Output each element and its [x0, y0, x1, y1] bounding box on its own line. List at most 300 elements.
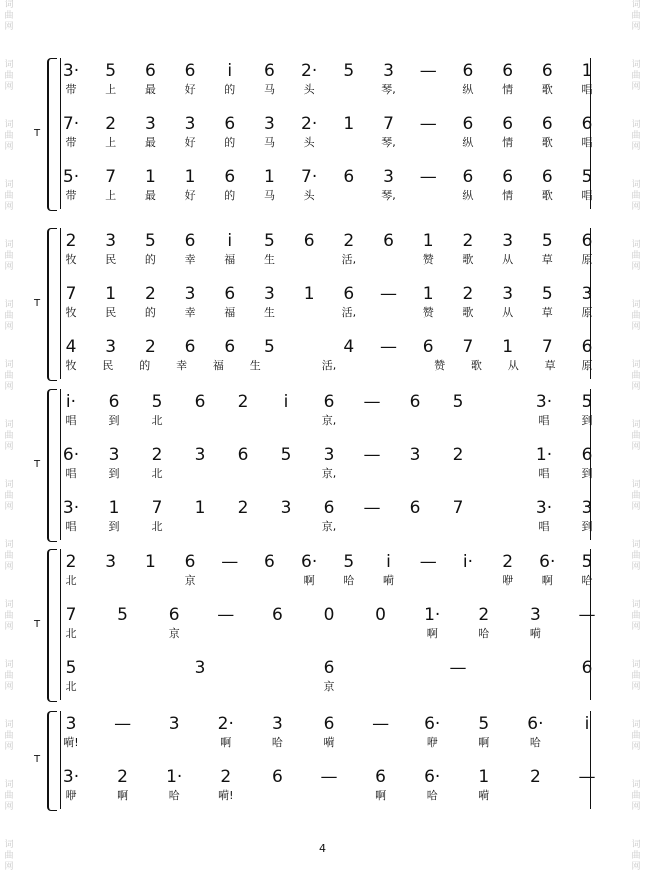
note: 6 [502, 114, 514, 134]
note: 6 [343, 284, 355, 304]
lyric: 到 [108, 467, 120, 480]
watermark-char: 词 [631, 840, 641, 850]
watermark-char: 曲 [631, 71, 641, 81]
lyric: 好 [184, 189, 196, 202]
lyric: 唱 [538, 467, 550, 480]
note: 6 [422, 337, 434, 357]
note: — [380, 284, 398, 304]
note: — [363, 392, 381, 412]
note: 1 [303, 284, 315, 304]
note: 3 [108, 445, 120, 465]
lyric: 北 [151, 414, 163, 427]
lyric: 唱 [581, 189, 593, 202]
note: 6 [224, 284, 236, 304]
lyric: 到 [108, 520, 120, 533]
note: 6 [224, 114, 236, 134]
note: 3· [62, 498, 80, 518]
lyric: 啊 [541, 574, 553, 587]
lyric: 啊 [117, 789, 129, 802]
note: 6 [541, 114, 553, 134]
note: — [372, 714, 390, 734]
lyric: 情 [502, 136, 514, 149]
note: 6 [264, 552, 275, 572]
note: 7 [65, 284, 77, 304]
lyric: 草 [541, 253, 553, 266]
lyric: 唱 [65, 467, 77, 480]
note: 2 [452, 445, 464, 465]
lyric: 北 [65, 680, 77, 693]
lyric: 上 [105, 189, 117, 202]
lyric: 赞 [422, 253, 434, 266]
note: 6· [62, 445, 80, 465]
note: 2 [478, 605, 490, 625]
lyric: 民 [102, 359, 114, 372]
watermark-char: 曲 [631, 251, 641, 261]
lyric: 唱 [538, 520, 550, 533]
note: 1 [343, 114, 355, 134]
note: — [578, 767, 596, 787]
lyric: 带 [65, 189, 77, 202]
note: 3 [264, 284, 275, 304]
lyric: 情 [502, 83, 514, 96]
lyric: 咿 [502, 574, 514, 587]
watermark-char: 曲 [4, 731, 14, 741]
note: 6 [323, 658, 335, 678]
watermark-char: 词 [4, 660, 14, 670]
note: 1 [108, 498, 120, 518]
watermark-char: 词 [631, 180, 641, 190]
note: 7 [151, 498, 163, 518]
system-line [60, 711, 61, 809]
lyric: 哈 [168, 789, 180, 802]
page-number: 4 [319, 842, 326, 855]
lyric: 哈 [343, 574, 355, 587]
note: 6 [375, 767, 386, 787]
lyric: 民 [105, 253, 117, 266]
note: 6 [184, 337, 196, 357]
note: 6 [323, 498, 335, 518]
system-line [60, 228, 61, 379]
note: 6· [424, 714, 441, 734]
note: 3 [581, 284, 593, 304]
lyric: 的 [224, 136, 236, 149]
note: 4 [65, 337, 77, 357]
watermark-char: 曲 [631, 731, 641, 741]
lyric: 原 [581, 306, 593, 319]
lyric: 嗬! [218, 789, 234, 802]
note: 6 [323, 714, 335, 734]
watermark-char: 词 [4, 360, 14, 370]
watermark-char: 网 [4, 22, 14, 32]
note: 5 [264, 231, 275, 251]
note: 6· [527, 714, 544, 734]
note: 1 [478, 767, 490, 787]
note: 7 [105, 167, 117, 187]
lyric: 活, [341, 306, 357, 319]
watermark-right [629, 0, 643, 891]
note: 3 [323, 445, 335, 465]
watermark-char: 网 [631, 382, 641, 392]
watermark-char: 曲 [4, 851, 14, 861]
lyric: 到 [581, 414, 593, 427]
lyric: 咿 [65, 789, 77, 802]
watermark-char: 网 [631, 442, 641, 452]
watermark-char: 曲 [631, 851, 641, 861]
note: 3 [184, 284, 196, 304]
lyric: 北 [65, 574, 77, 587]
note: 1· [166, 767, 183, 787]
note: — [578, 605, 596, 625]
watermark-char: 曲 [4, 311, 14, 321]
note: 3 [105, 552, 117, 572]
lyric: 的 [144, 306, 156, 319]
lyric: 原 [581, 359, 593, 372]
watermark-char: 词 [4, 0, 14, 10]
note: 1 [422, 231, 434, 251]
note: 6 [168, 605, 180, 625]
watermark-char: 曲 [631, 131, 641, 141]
note: 6 [271, 767, 283, 787]
watermark-char: 网 [4, 82, 14, 92]
watermark-char: 词 [4, 780, 14, 790]
lyric: 好 [184, 136, 196, 149]
watermark-char: 曲 [4, 671, 14, 681]
watermark-char: 曲 [631, 791, 641, 801]
lyric: 歌 [462, 306, 474, 319]
lyric: 草 [541, 306, 553, 319]
watermark-char: 词 [4, 840, 14, 850]
lyric: 唱 [581, 136, 593, 149]
lyric: 从 [507, 359, 519, 372]
note: 6 [271, 605, 283, 625]
lyric: 嗬! [63, 736, 79, 749]
note: 2 [105, 114, 117, 134]
note: 0 [323, 605, 335, 625]
watermark-char: 曲 [4, 71, 14, 81]
watermark-char: 网 [631, 82, 641, 92]
part-label: T [34, 127, 41, 139]
note: 2· [301, 61, 318, 81]
note: i· [462, 552, 473, 572]
note: 7 [462, 337, 474, 357]
note: 6· [539, 552, 556, 572]
lyric: 嗬 [383, 574, 395, 587]
watermark-char: 曲 [631, 551, 641, 561]
note: 2 [237, 392, 249, 412]
lyric: 歌 [541, 189, 553, 202]
watermark-char: 词 [631, 120, 641, 130]
note: 6 [581, 231, 593, 251]
note: 5 [343, 552, 355, 572]
watermark-char: 词 [4, 600, 14, 610]
watermark-char: 网 [4, 202, 14, 212]
note: 3· [62, 767, 80, 787]
lyric: 哈 [581, 574, 593, 587]
note: 5 [581, 552, 593, 572]
note: 5 [264, 337, 275, 357]
note: 4 [343, 337, 355, 357]
note: 3 [502, 231, 514, 251]
note: 3 [264, 114, 275, 134]
watermark-char: 网 [631, 682, 641, 692]
lyric: 纵 [462, 83, 474, 96]
lyric: 琴, [381, 136, 396, 149]
lyric: 从 [502, 253, 514, 266]
lyric: 生 [263, 306, 275, 319]
lyric: 琴, [381, 83, 396, 96]
lyric: 北 [151, 520, 163, 533]
watermark-char: 网 [631, 802, 641, 812]
watermark-char: 词 [631, 60, 641, 70]
lyric: 咿 [426, 736, 438, 749]
note: 5 [478, 714, 490, 734]
note: 3 [502, 284, 514, 304]
note: i [386, 552, 391, 572]
lyric: 福 [224, 253, 236, 266]
watermark-char: 曲 [631, 491, 641, 501]
note: 7· [301, 167, 318, 187]
note: — [380, 337, 398, 357]
note: 6 [343, 167, 355, 187]
watermark-char: 网 [631, 322, 641, 332]
note: 3 [194, 445, 206, 465]
note: — [221, 552, 239, 572]
note: 3 [280, 498, 292, 518]
note: 5 [541, 231, 553, 251]
system-brace [47, 389, 57, 542]
watermark-char: 词 [631, 420, 641, 430]
watermark-char: 网 [4, 322, 14, 332]
note: i [227, 231, 233, 251]
lyric: 的 [224, 189, 236, 202]
watermark-char: 曲 [4, 791, 14, 801]
note: 2 [144, 284, 156, 304]
note: 6 [108, 392, 120, 412]
watermark-char: 网 [631, 742, 641, 752]
system-line [60, 549, 61, 700]
lyric: 歌 [470, 359, 482, 372]
lyric: 京, [321, 520, 337, 533]
note: 6 [383, 231, 394, 251]
watermark-char: 词 [4, 180, 14, 190]
watermark-char: 曲 [631, 671, 641, 681]
lyric: 上 [105, 83, 117, 96]
watermark-char: 网 [4, 142, 14, 152]
watermark-char: 网 [4, 742, 14, 752]
watermark-char: 词 [631, 0, 641, 10]
note: i [584, 714, 590, 734]
note: 3· [535, 498, 553, 518]
note: 1· [424, 605, 441, 625]
note: 6 [541, 167, 553, 187]
note: 2· [217, 714, 234, 734]
watermark-char: 曲 [4, 371, 14, 381]
note: — [419, 552, 437, 572]
watermark-char: 词 [631, 600, 641, 610]
lyric: 歌 [462, 253, 474, 266]
lyric: 生 [263, 253, 275, 266]
note: 6 [409, 498, 421, 518]
watermark-char: 网 [4, 862, 14, 872]
part-label: T [34, 618, 41, 630]
lyric: 啊 [220, 736, 232, 749]
watermark-char: 曲 [631, 431, 641, 441]
watermark-char: 网 [4, 682, 14, 692]
lyric: 上 [105, 136, 117, 149]
watermark-char: 曲 [4, 11, 14, 21]
note: 2 [117, 767, 128, 787]
note: 6 [409, 392, 421, 412]
note: 6· [424, 767, 441, 787]
lyric: 福 [224, 306, 236, 319]
note: 2 [529, 767, 541, 787]
watermark-char: 网 [631, 622, 641, 632]
note: 6 [323, 392, 335, 412]
lyric: 带 [65, 83, 77, 96]
watermark-char: 曲 [631, 11, 641, 21]
lyric: 嗬 [323, 736, 335, 749]
watermark-char: 词 [4, 120, 14, 130]
note: 6 [462, 167, 474, 187]
watermark-char: 曲 [631, 611, 641, 621]
note: 6 [237, 445, 249, 465]
lyric: 马 [263, 189, 275, 202]
note: 1 [581, 61, 593, 81]
note: — [449, 658, 467, 678]
note: — [419, 167, 437, 187]
lyric: 最 [144, 189, 156, 202]
note: 5· [62, 167, 80, 187]
lyric: 头 [303, 189, 315, 202]
note: 6 [581, 658, 593, 678]
system-line [60, 389, 61, 540]
note: 6· [301, 552, 318, 572]
lyric: 琴, [381, 189, 396, 202]
lyric: 纵 [462, 136, 474, 149]
lyric: 歌 [541, 136, 553, 149]
note: 6 [462, 114, 474, 134]
note: 5 [65, 658, 77, 678]
note: 6 [224, 337, 236, 357]
lyric: 生 [249, 359, 261, 372]
lyric: 嗬 [478, 789, 490, 802]
lyric: 京 [168, 627, 180, 640]
lyric: 幸 [184, 253, 196, 266]
note: 1· [535, 445, 553, 465]
lyric: 情 [502, 189, 514, 202]
lyric: 牧 [65, 359, 77, 372]
lyric: 头 [303, 136, 315, 149]
note: 3 [65, 714, 77, 734]
note: — [419, 114, 437, 134]
note: 1 [144, 167, 156, 187]
note: 3 [105, 231, 117, 251]
watermark-char: 词 [631, 240, 641, 250]
watermark-char: 网 [4, 262, 14, 272]
lyric: 草 [544, 359, 556, 372]
note: 3 [383, 61, 394, 81]
watermark-char: 词 [4, 240, 14, 250]
note: 6 [581, 445, 593, 465]
lyric: 幸 [176, 359, 188, 372]
note: 5 [280, 445, 292, 465]
lyric: 到 [581, 467, 593, 480]
lyric: 京 [323, 680, 335, 693]
lyric: 嗬 [529, 627, 541, 640]
lyric: 民 [105, 306, 117, 319]
system-line [60, 58, 61, 209]
watermark-char: 词 [4, 720, 14, 730]
lyric: 唱 [538, 414, 550, 427]
note: 6 [303, 231, 315, 251]
watermark-char: 网 [631, 862, 641, 872]
watermark-char: 曲 [631, 311, 641, 321]
note: 1 [422, 284, 434, 304]
note: 5 [452, 392, 464, 412]
note: 3 [529, 605, 541, 625]
lyric: 原 [581, 253, 593, 266]
note: 6 [581, 114, 593, 134]
watermark-char: 曲 [4, 611, 14, 621]
lyric: 赞 [422, 306, 434, 319]
note: 3· [535, 392, 553, 412]
note: 5 [144, 231, 156, 251]
lyric: 北 [65, 627, 77, 640]
lyric: 带 [65, 136, 77, 149]
lyric: 的 [139, 359, 151, 372]
watermark-char: 词 [631, 480, 641, 490]
lyric: 赞 [434, 359, 446, 372]
note: 3 [383, 167, 394, 187]
note: — [217, 605, 235, 625]
watermark-char: 词 [4, 420, 14, 430]
lyric: 牧 [65, 253, 77, 266]
note: 6 [184, 61, 196, 81]
system-brace [47, 228, 57, 381]
watermark-char: 词 [4, 300, 14, 310]
note: 2 [343, 231, 355, 251]
watermark-char: 曲 [4, 191, 14, 201]
lyric: 哈 [271, 736, 283, 749]
note: 6 [541, 61, 553, 81]
note: — [419, 61, 437, 81]
note: 2 [220, 767, 232, 787]
note: 7 [383, 114, 394, 134]
lyric: 啊 [478, 736, 490, 749]
note: 6 [581, 337, 593, 357]
lyric: 啊 [303, 574, 315, 587]
lyric: 京 [184, 574, 196, 587]
note: 6 [264, 61, 275, 81]
note: 7· [62, 114, 80, 134]
watermark-char: 网 [631, 22, 641, 32]
watermark-char: 网 [4, 622, 14, 632]
watermark-char: 网 [4, 562, 14, 572]
lyric: 到 [108, 414, 120, 427]
note: — [363, 445, 381, 465]
note: 6 [224, 167, 236, 187]
note: 5 [151, 392, 163, 412]
note: i· [65, 392, 77, 412]
watermark-char: 词 [631, 780, 641, 790]
note: i [227, 61, 233, 81]
part-label: T [34, 297, 41, 309]
lyric: 唱 [65, 414, 77, 427]
watermark-char: 曲 [631, 191, 641, 201]
watermark-char: 曲 [4, 251, 14, 261]
watermark-char: 曲 [4, 551, 14, 561]
note: — [320, 767, 338, 787]
